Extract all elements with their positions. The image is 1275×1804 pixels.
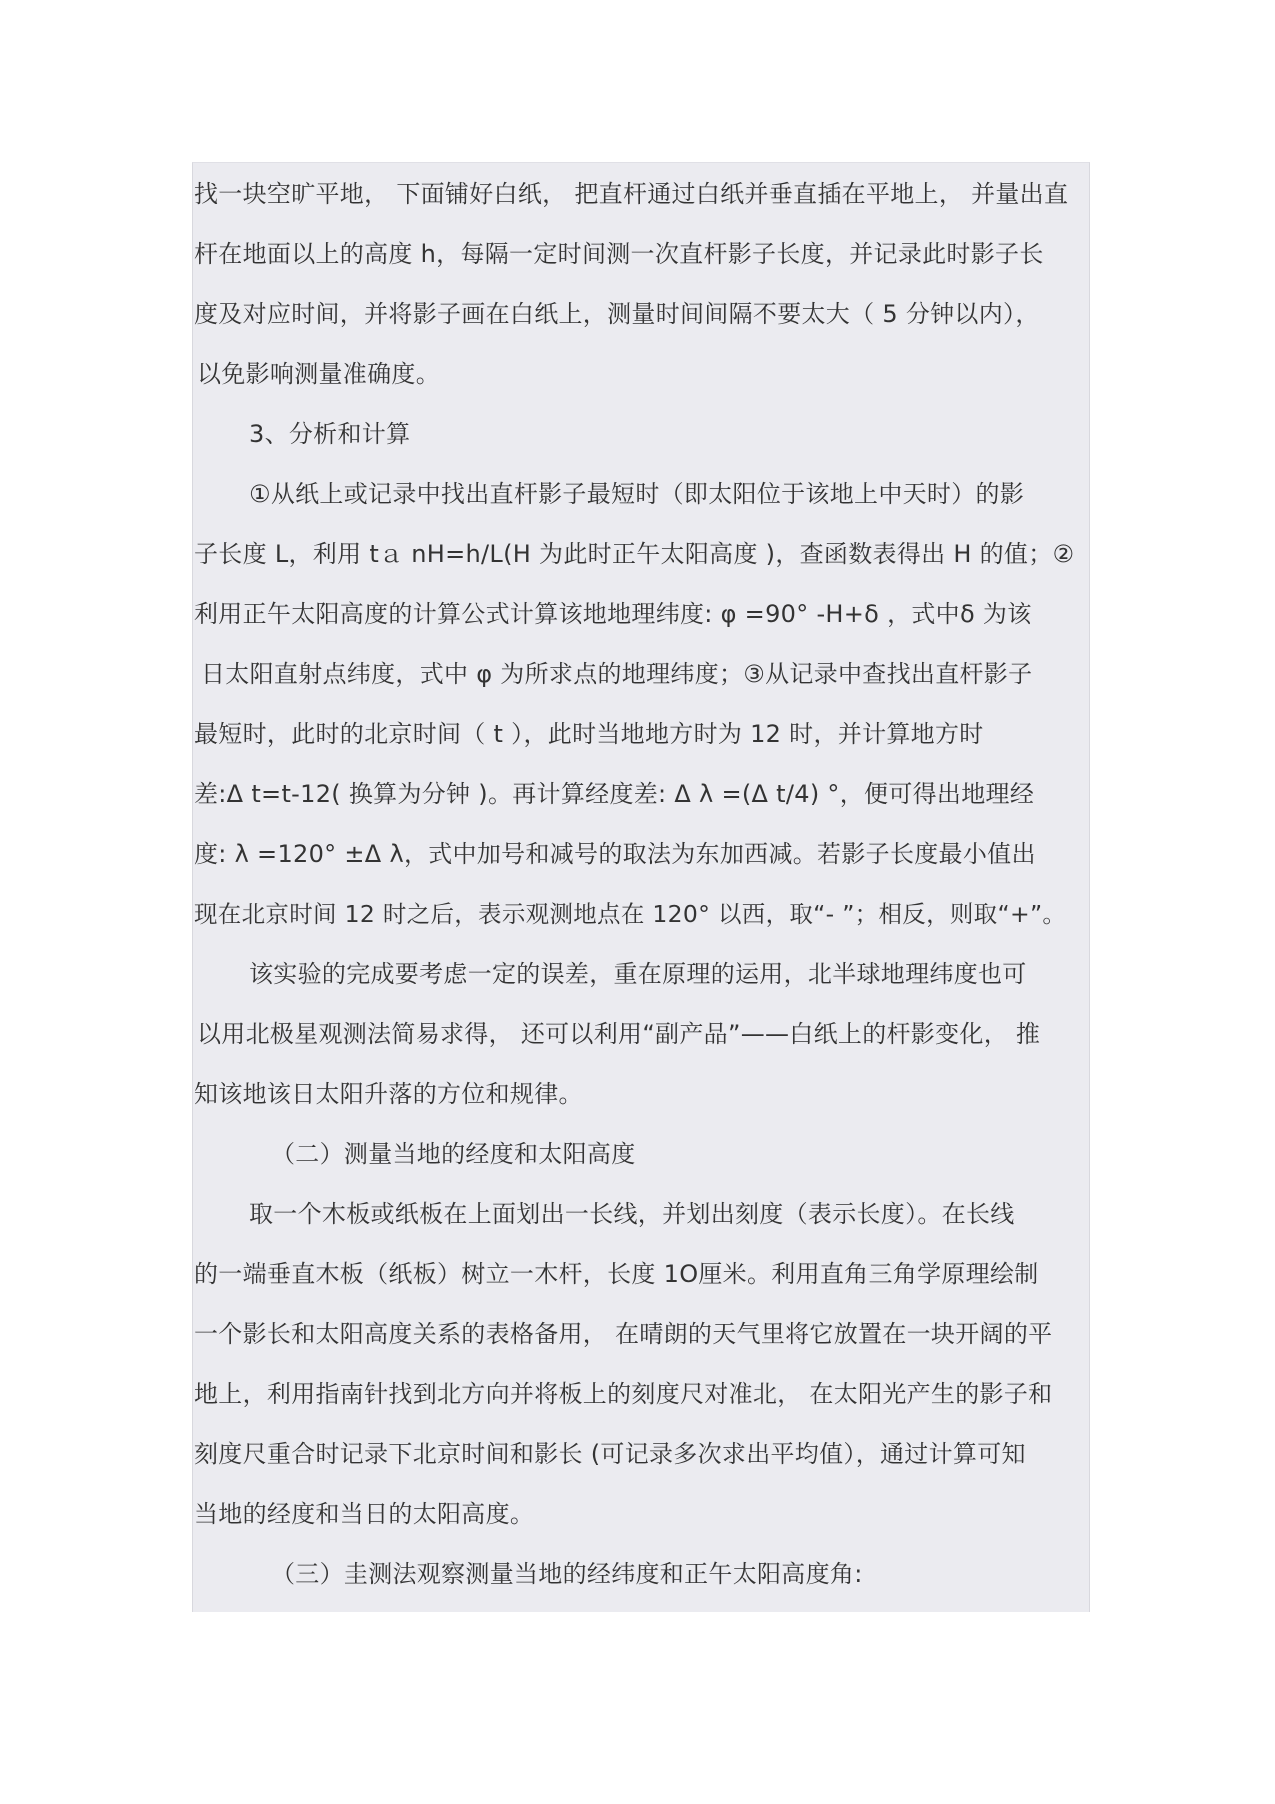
text-line: 知该地该日太阳升落的方位和规律。 — [194, 1080, 583, 1108]
text-line: 差:Δ t=t-12( 换算为分钟 )。再计算经度差: Δ λ =(Δ t/4) °，便可得出地理经 — [194, 780, 1035, 808]
text-line: 以免影响测量准确度。 — [197, 360, 440, 388]
document-page — [192, 162, 1090, 1612]
text-line: 最短时，此时的北京时间（ t ），此时当地地方时为 12 时，并计算地方时 — [194, 720, 984, 748]
text-line: 子长度 L，利用 tａ nH=h/L(H 为此时正午太阳高度 )，查函数表得出 H 的值；② — [194, 540, 1075, 568]
section-heading: 3、分析和计算 — [249, 420, 411, 448]
section-heading: （二）测量当地的经度和太阳高度 — [271, 1140, 636, 1168]
text-line: 以用北极星观测法简易求得， 还可以利用“副产品”——白纸上的杆影变化， 推 — [197, 1020, 1041, 1048]
text-line: 度: λ =120° ±Δ λ，式中加号和减号的取法为东加西减。若影子长度最小值出 — [194, 840, 1036, 868]
text-line: 刻度尺重合时记录下北京时间和影长 (可记录多次求出平均值），通过计算可知 — [194, 1440, 1026, 1468]
text-line: 日太阳直射点纬度，式中 φ 为所求点的地理纬度；③从记录中查找出直杆影子 — [201, 660, 1033, 688]
section-heading: （三）圭测法观察测量当地的经纬度和正午太阳高度角: — [271, 1560, 863, 1588]
text-line: 当地的经度和当日的太阳高度。 — [194, 1500, 535, 1528]
text-line: 该实验的完成要考虑一定的误差，重在原理的运用，北半球地理纬度也可 — [249, 960, 1027, 988]
text-line: 度及对应时间，并将影子画在白纸上，测量时间间隔不要太大（ 5 分钟以内）， — [194, 300, 1040, 328]
text-line: 利用正午太阳高度的计算公式计算该地地理纬度: φ =90° -H+δ ，式中δ 为该 — [194, 600, 1032, 628]
text-line: ①从纸上或记录中找出直杆影子最短时（即太阳位于该地上中天时）的影 — [249, 480, 1025, 508]
text-line: 一个影长和太阳高度关系的表格备用， 在晴朗的天气里将它放置在一块开阔的平 — [194, 1320, 1053, 1348]
text-line: 找一块空旷平地， 下面铺好白纸， 把直杆通过白纸并垂直插在平地上， 并量出直 — [194, 180, 1069, 208]
text-line: 取一个木板或纸板在上面划出一长线，并划出刻度（表示长度）。在长线 — [249, 1200, 1015, 1228]
text-line: 的一端垂直木板（纸板）树立一木杆，长度 1O厘米。利用直角三角学原理绘制 — [194, 1260, 1039, 1288]
text-line: 杆在地面以上的高度 h，每隔一定时间测一次直杆影子长度，并记录此时影子长 — [194, 240, 1044, 268]
text-line: 现在北京时间 12 时之后，表示观测地点在 120° 以西，取“- ”；相反，则取“+”。 — [194, 900, 1067, 928]
text-line: 地上，利用指南针找到北方向并将板上的刻度尺对准北， 在太阳光产生的影子和 — [194, 1380, 1053, 1408]
